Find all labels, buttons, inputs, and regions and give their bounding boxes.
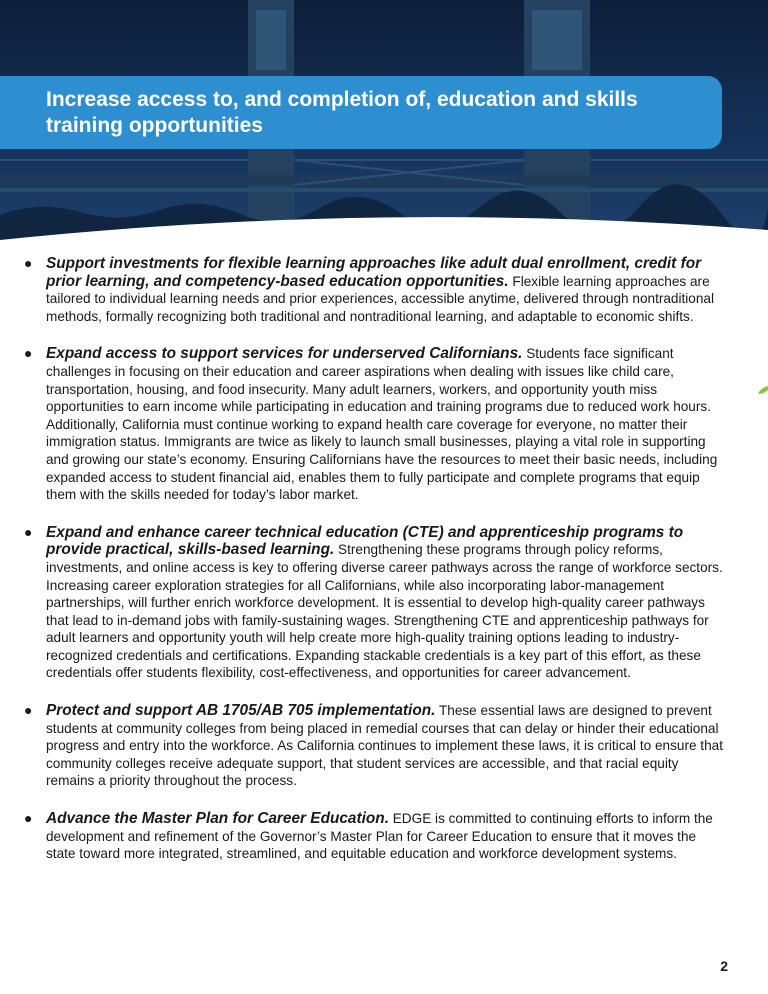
list-item bbox=[22, 345, 728, 503]
bullet-dot: ● bbox=[24, 702, 33, 719]
list-item bbox=[22, 810, 728, 863]
bullet-list bbox=[22, 255, 728, 883]
bullet-body: Strengthening these programs through policy reforms, investments, and online access is key to offering diverse career pathways across the range of workforce sectors. Increasing career exploration strategies for all Californians, while also incorporating labor-management partnerships, will further enrich workforce development. It is essential to develop high-quality career pathways that lead to in-demand jobs with family-sustaining wages. Strengthening CTE and apprenticeship pathways for adult learners and opportunity youth will help create more high-quality training options leading to industry-recognized credentials and certifications. Expanding stackable credentials is a key part of this effort, as these credentials offer students flexibility, cost-effectiveness, and opportunities for career advancement. bbox=[46, 542, 723, 681]
list-item bbox=[22, 255, 728, 325]
bullet-body: These essential laws are designed to prevent students at community colleges from being placed in remedial courses that can delay or hinder their educational progress and entry into the workforce. As California continues to implement these laws, it is critical to ensure that community colleges receive adequate support, that student services are accessible, and that racial equity remains a priority throughout the process. bbox=[46, 703, 723, 789]
bullet-dot: ● bbox=[24, 523, 33, 540]
page-title: Increase access to, and completion of, education and skills training opportunities bbox=[46, 88, 638, 137]
bullet-body: EDGE is committed to continuing efforts to inform the development and refinement of the Governor’s Master Plan for Career Education to ensure that it moves the state toward more integrated, streamlined, and equitable education and workforce development systems. bbox=[46, 811, 713, 862]
bullet-body: Students face significant challenges in focusing on their education and career aspirations when dealing with issues like child care, transportation, housing, and food insecurity. Many adult learners, workers, and opportunity youth miss opportunities to earn income while participating in education and training programs due to reduced work hours. Additionally, California must continue working to expand health care coverage for everyone, no matter their immigration status. Immigrants are twice as likely to launch small businesses, playing a vital role in supporting and growing our state’s economy. Ensuring Californians have the resources to meet their basic needs, including expanded access to student financial aid, enables them to fully participate and complete programs that equip them with the skills needed for today’s labor market. bbox=[46, 346, 718, 503]
title-banner bbox=[0, 76, 722, 149]
bullet-heading: Expand access to support services for underserved Californians. bbox=[46, 345, 523, 363]
page-number: 2 bbox=[720, 958, 728, 974]
bullet-dot: ● bbox=[24, 255, 33, 271]
list-item bbox=[22, 702, 728, 790]
bullet-heading: Protect and support AB 1705/AB 705 implementation. bbox=[46, 702, 436, 720]
list-item bbox=[22, 524, 728, 682]
bullet-heading: Advance the Master Plan for Career Education. bbox=[46, 810, 389, 828]
bullet-body: Flexible learning approaches are tailored to individual learning needs and prior experiences, accessible anytime, delivered through nontraditional methods, formally recognizing both traditional and nontraditional learning, and adaptable to economic shifts. bbox=[46, 273, 715, 324]
bullet-heading: Support investments for flexible learning approaches like adult dual enrollment, credit for prior learning, and competency-based education opportunities. bbox=[46, 255, 702, 290]
bullet-heading: Expand and enhance career technical education (CTE) and apprenticeship programs to provide practical, skills-based learning. bbox=[46, 523, 684, 559]
bullet-dot: ● bbox=[24, 810, 33, 827]
bullet-dot: ● bbox=[24, 345, 33, 362]
leaf-decoration-icon bbox=[758, 384, 768, 396]
